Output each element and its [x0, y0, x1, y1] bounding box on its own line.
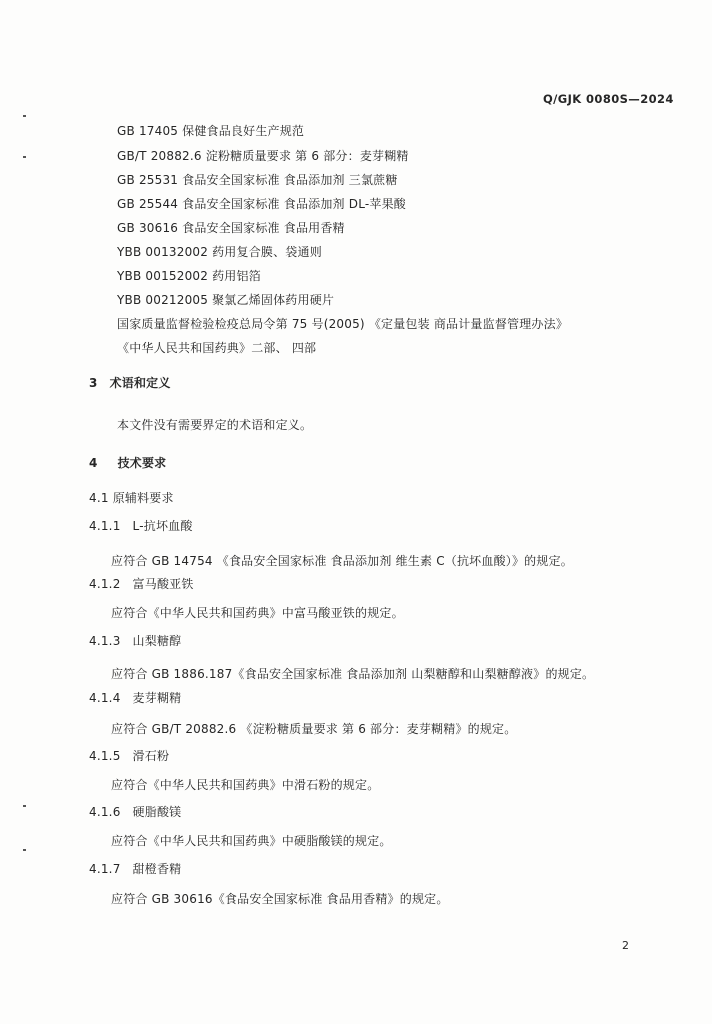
clause-number: 4.1.6 [89, 805, 121, 819]
clause-title: 甜橙香精 [132, 862, 182, 876]
clause-title: 麦芽糊精 [132, 691, 182, 705]
section-3-body: 本文件没有需要界定的术语和定义。 [117, 418, 313, 432]
clause-number: 4.1.3 [89, 634, 121, 648]
clause-body: 应符合 GB 30616《食品安全国家标准 食品用香精》的规定。 [111, 892, 449, 906]
clause-number: 4.1.2 [89, 577, 121, 591]
clause-body: 应符合 GB 1886.187《食品安全国家标准 食品添加剂 山梨糖醇和山梨糖醇液》的规定。 [111, 667, 595, 681]
clause-heading [89, 691, 181, 705]
section-number: 4 [89, 456, 98, 470]
clause-body: 应符合《中华人民共和国药典》中硬脂酸镁的规定。 [111, 834, 392, 848]
clause-body: 应符合《中华人民共和国药典》中富马酸亚铁的规定。 [111, 606, 404, 620]
clause-number: 4.1.4 [89, 691, 121, 705]
subsection-4-1-heading: 4.1 原辅料要求 [89, 491, 174, 505]
section-4-heading [89, 456, 166, 470]
clause-heading [89, 519, 193, 533]
standard-code-header: Q/GJK 0080S—2024 [543, 92, 674, 106]
clause-title: 富马酸亚铁 [132, 577, 194, 591]
reference-item: GB/T 20882.6 淀粉糖质量要求 第 6 部分：麦芽糊精 [117, 149, 409, 163]
page-number: 2 [622, 939, 630, 952]
reference-item: 《中华人民共和国药典》二部、 四部 [117, 341, 317, 355]
clause-heading [89, 634, 181, 648]
clause-heading [89, 805, 181, 819]
section-title: 技术要求 [117, 456, 167, 470]
clause-body: 应符合《中华人民共和国药典》中滑石粉的规定。 [111, 778, 380, 792]
reference-item: GB 30616 食品安全国家标准 食品用香精 [117, 221, 345, 235]
section-title: 术语和定义 [109, 376, 171, 390]
section-number: 3 [89, 376, 98, 390]
clause-title: 硬脂酸镁 [132, 805, 182, 819]
clause-title: 山梨糖醇 [132, 634, 182, 648]
scan-speck [23, 849, 26, 851]
clause-number: 4.1.1 [89, 519, 121, 533]
scan-speck [23, 156, 26, 158]
clause-heading [89, 862, 181, 876]
reference-item: GB 25544 食品安全国家标准 食品添加剂 DL-苹果酸 [117, 197, 407, 211]
scan-speck [23, 115, 26, 117]
reference-item: 国家质量监督检验检疫总局令第 75 号(2005) 《定量包装 商品计量监督管理办法》 [117, 317, 569, 331]
reference-item: GB 25531 食品安全国家标准 食品添加剂 三氯蔗糖 [117, 173, 398, 187]
clause-heading [89, 577, 194, 591]
clause-number: 4.1.5 [89, 749, 121, 763]
scan-speck [23, 805, 26, 807]
reference-item: YBB 00212005 聚氯乙烯固体药用硬片 [117, 293, 335, 307]
clause-title: L-抗坏血酸 [132, 519, 193, 533]
reference-item: YBB 00152002 药用铝箔 [117, 269, 261, 283]
reference-item: YBB 00132002 药用复合膜、袋通则 [117, 245, 322, 259]
clause-body: 应符合 GB 14754 《食品安全国家标准 食品添加剂 维生素 C（抗坏血酸）》的规定。 [111, 554, 573, 568]
clause-title: 滑石粉 [132, 749, 170, 763]
reference-item: GB 17405 保健食品良好生产规范 [117, 124, 305, 138]
clause-body: 应符合 GB/T 20882.6 《淀粉糖质量要求 第 6 部分：麦芽糊精》的规定。 [111, 722, 517, 736]
clause-heading [89, 749, 169, 763]
section-3-heading [89, 376, 171, 390]
clause-number: 4.1.7 [89, 862, 121, 876]
